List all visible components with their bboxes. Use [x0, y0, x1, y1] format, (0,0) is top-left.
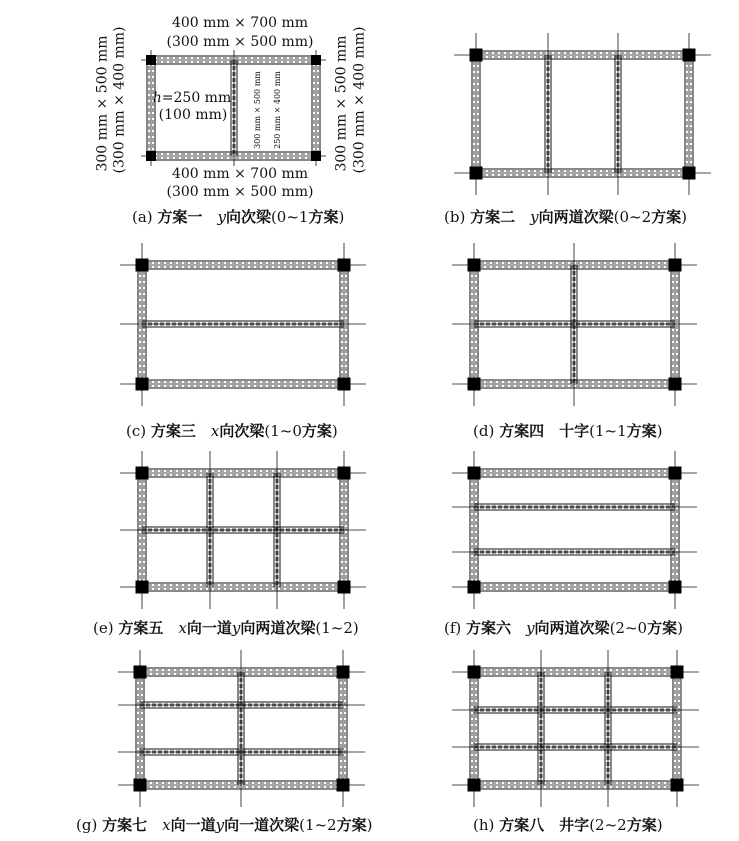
caption-d	[473, 420, 663, 441]
column	[468, 259, 481, 272]
column	[669, 581, 682, 594]
secondary-beam-size-alt: 250 mm × 400 mm	[273, 71, 282, 149]
caption-part: 向两道次梁	[538, 208, 614, 226]
caption-part	[196, 422, 211, 440]
column	[338, 467, 351, 480]
caption-part: )	[677, 619, 683, 637]
column	[136, 581, 149, 594]
caption-part: 方案	[336, 816, 367, 834]
caption-part: (0~2	[613, 208, 652, 226]
column	[136, 378, 149, 391]
caption-part: 井字	[559, 816, 590, 834]
caption-part: 向一道	[186, 619, 232, 637]
panel-a	[0, 0, 739, 230]
caption-part: 方案	[626, 816, 657, 834]
column	[468, 581, 481, 594]
caption-part: 方案	[651, 208, 682, 226]
plan-c	[120, 243, 366, 406]
plan-e	[120, 451, 366, 609]
caption-part: 方案三	[150, 422, 196, 440]
caption-part: (1~2)	[315, 619, 359, 637]
caption-part: (e)	[93, 619, 119, 637]
column	[338, 259, 351, 272]
caption-part: 向一道	[170, 816, 216, 834]
caption-part: 向两道次梁	[240, 619, 316, 637]
caption-part: 向两道次梁	[534, 619, 610, 637]
caption-part	[147, 816, 162, 834]
column	[671, 779, 684, 792]
slab-thickness-value: =250 mm	[161, 90, 232, 106]
caption-part	[544, 422, 559, 440]
plan-h	[452, 650, 699, 807]
caption-h	[473, 814, 663, 835]
column	[338, 378, 351, 391]
secondary-beam-size: 300 mm × 500 mm	[253, 71, 262, 149]
caption-part: y	[217, 208, 226, 226]
column	[136, 467, 149, 480]
plan-d	[452, 243, 697, 406]
column	[134, 779, 147, 792]
caption-part: 向次梁	[219, 422, 265, 440]
caption-part: x	[178, 619, 187, 637]
slab-thickness-symbol: h	[152, 90, 162, 106]
caption-part: )	[656, 816, 663, 834]
caption-part: y	[215, 816, 225, 834]
caption-part: 方案五	[118, 619, 164, 637]
caption-part: )	[366, 816, 373, 834]
column	[671, 666, 684, 679]
caption-part: 方案	[626, 422, 657, 440]
caption-part: 方案	[301, 422, 332, 440]
caption-part: 方案二	[470, 208, 516, 226]
caption-part: 方案四	[499, 422, 545, 440]
right-beam-size: 300 mm × 500 mm	[333, 35, 350, 172]
caption-part	[515, 208, 530, 226]
caption-part: (a)	[132, 208, 158, 226]
caption-part: 十字	[559, 422, 590, 440]
caption-part	[511, 619, 526, 637]
caption-part: y	[231, 619, 241, 637]
caption-part: (2~2	[589, 816, 627, 834]
column	[468, 666, 481, 679]
caption-part: (b)	[444, 208, 471, 226]
right-beam-size-alt: (300 mm × 400 mm)	[351, 26, 368, 174]
caption-part: (1~0	[264, 422, 302, 440]
caption-part	[163, 619, 178, 637]
caption-g	[76, 814, 372, 835]
plan-g	[118, 650, 365, 807]
slab-thickness	[150, 90, 234, 107]
caption-part: y	[526, 619, 535, 637]
slab-thickness-alt: (100 mm)	[158, 107, 228, 123]
column	[468, 467, 481, 480]
caption-part: 方案	[308, 208, 339, 226]
bottom-beam-size: 400 mm × 700 mm	[171, 166, 309, 182]
column	[669, 378, 682, 391]
column	[338, 581, 351, 594]
caption-part	[544, 816, 559, 834]
caption-a	[132, 206, 344, 227]
top-beam-size: 400 mm × 700 mm	[171, 15, 309, 31]
caption-part: x	[210, 422, 220, 440]
column	[468, 378, 481, 391]
caption-part: 方案一	[157, 208, 203, 226]
caption-part: )	[681, 208, 687, 226]
column	[669, 259, 682, 272]
caption-part	[202, 208, 217, 226]
plan-f	[452, 451, 697, 609]
caption-e	[93, 617, 359, 638]
caption-part: 方案七	[102, 816, 148, 834]
caption-f	[444, 617, 683, 638]
caption-c	[126, 420, 338, 441]
column	[337, 779, 350, 792]
caption-part: (2~0	[609, 619, 648, 637]
caption-part: 方案	[647, 619, 678, 637]
column	[468, 779, 481, 792]
left-beam-size: 300 mm × 500 mm	[94, 35, 111, 172]
top-beam-size-alt: (300 mm × 500 mm)	[166, 34, 314, 50]
left-beam-size-alt: (300 mm × 400 mm)	[111, 26, 128, 174]
caption-part: (1~1	[589, 422, 627, 440]
caption-part: y	[530, 208, 539, 226]
caption-part: )	[338, 208, 345, 226]
column	[669, 467, 682, 480]
caption-b	[444, 206, 687, 227]
column	[136, 259, 149, 272]
caption-part: (c)	[126, 422, 151, 440]
column	[337, 666, 350, 679]
caption-part: (1~2	[299, 816, 337, 834]
column	[134, 666, 147, 679]
caption-part: x	[162, 816, 171, 834]
caption-part: (f)	[444, 619, 467, 637]
caption-part: (h)	[473, 816, 500, 834]
caption-part: )	[656, 422, 663, 440]
caption-part: (d)	[473, 422, 500, 440]
caption-part: (g)	[76, 816, 103, 834]
caption-part: )	[331, 422, 338, 440]
caption-part: 向次梁	[225, 208, 271, 226]
bottom-beam-size-alt: (300 mm × 500 mm)	[166, 184, 314, 200]
caption-part: 向一道次梁	[224, 816, 300, 834]
caption-part: 方案六	[466, 619, 512, 637]
caption-part: (0~1	[270, 208, 309, 226]
caption-part: 方案八	[499, 816, 545, 834]
